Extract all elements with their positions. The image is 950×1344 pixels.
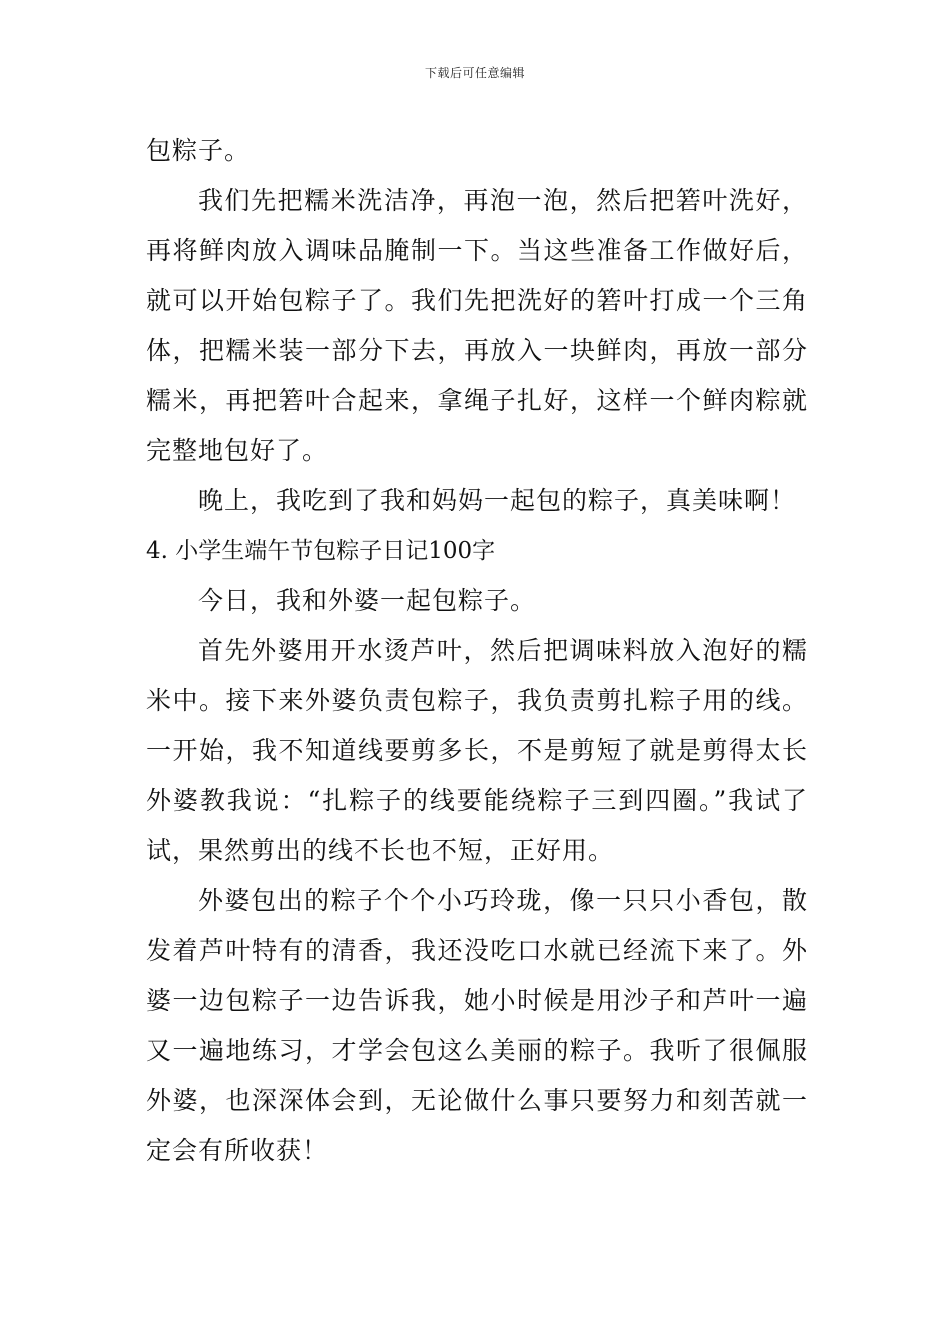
paragraph-preparation: 我们先把糯米洗洁净，再泡一泡，然后把箬叶洗好，再将鲜肉放入调味品腌制一下。当这些准备工作做好后，就可以开始包粽子了。我们先把洗好的箬叶打成一个三角体，把糯米装一部分下去，再放入一块鲜肉，再放一部分糯米，再把箬叶合起来，拿绳子扎好，这样一个鲜肉粽就完整地包好了。 (146, 186, 808, 465)
paragraph-evening: 晚上，我吃到了我和妈妈一起包的粽子，真美味啊！ (198, 486, 797, 515)
section-heading: 4. 小学生端午节包粽子日记100字 (146, 538, 496, 564)
paragraph-process: 首先外婆用开水烫芦叶，然后把调味料放入泡好的糯米中。接下来外婆负责包粽子，我负责剪扎粽子用的线。一开始，我不知道线要剪多长，不是剪短了就是剪得太长外婆教我说：“扎粽子的线要能绕粽子三到四圈。”我试了试，果然剪出的线不长也不短，正好用。 (146, 636, 808, 865)
document-body (146, 126, 808, 1176)
paragraph-continuation: 包粽子。 (146, 136, 251, 165)
paragraph-intro: 今日，我和外婆一起包粽子。 (198, 586, 537, 615)
paragraph-conclusion: 外婆包出的粽子个个小巧玲珑，像一只只小香包，散发着芦叶特有的清香，我还没吃口水就已经流下来了。外婆一边包粽子一边告诉我，她小时候是用沙子和芦叶一遍又一遍地练习，才学会包这么美丽的粽子。我听了很佩服外婆，也深深体会到，无论做什么事只要努力和刻苦就一定会有所收获！ (146, 886, 808, 1165)
page-header: 下载后可任意编辑 (424, 66, 525, 80)
